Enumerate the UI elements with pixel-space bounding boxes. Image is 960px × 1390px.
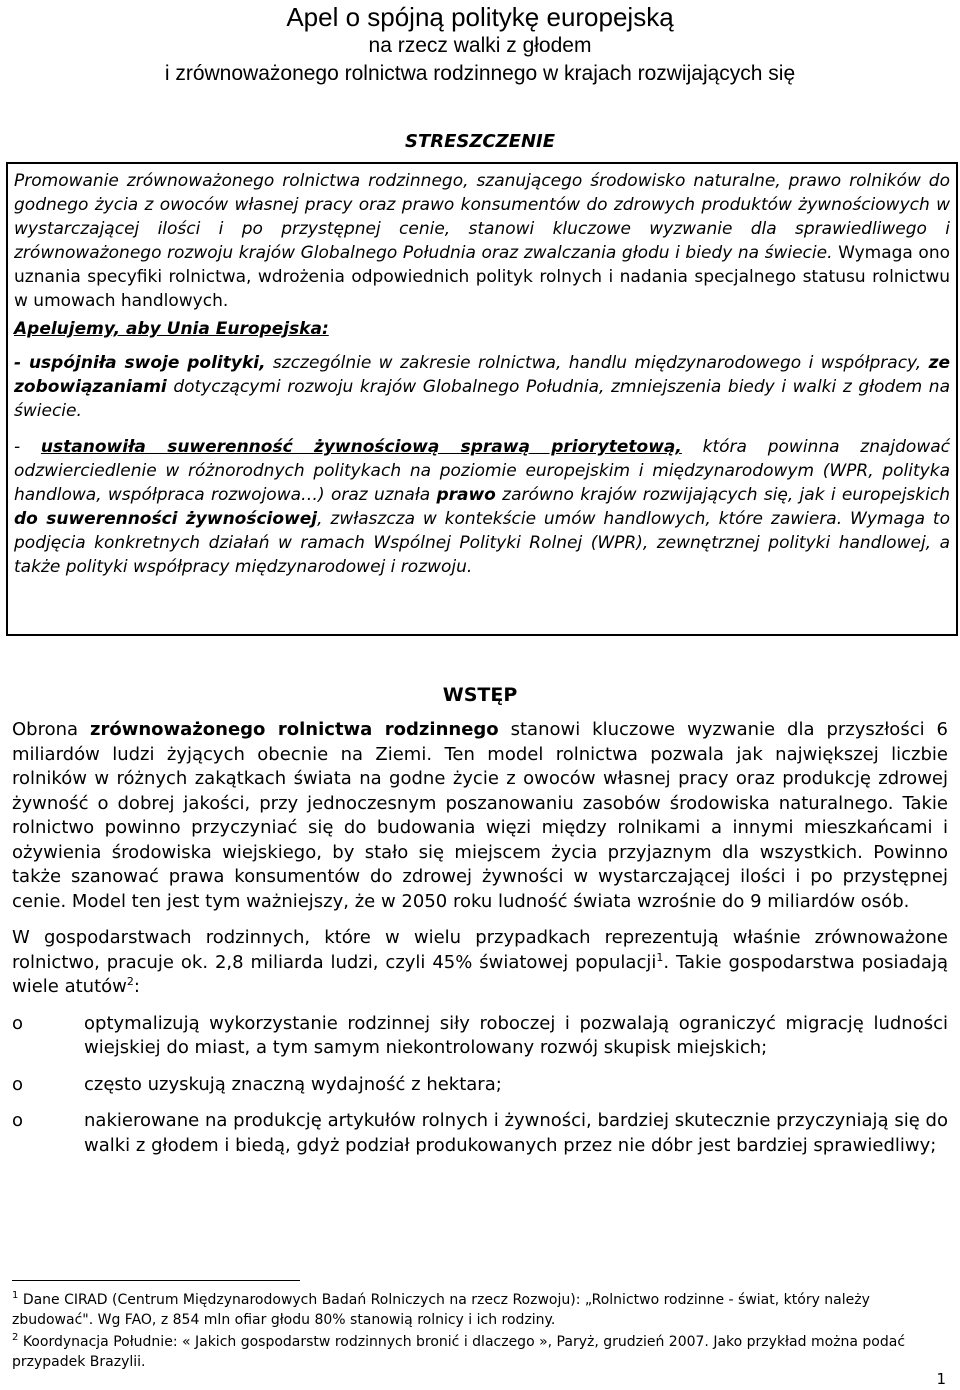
footnote-ref-2[interactable]: 2 — [126, 975, 134, 988]
point1-text: szczególnie w zakresie rolnictwa, handlu międzynarodowego i współpracy, — [265, 353, 929, 373]
footnote-number: 2 — [12, 1332, 19, 1343]
appeal-point-2 — [14, 435, 950, 579]
title-line-1: Apel o spójną politykę europejską — [286, 2, 674, 32]
title-line-2: na rzecz walki z głodem — [368, 34, 592, 57]
p2-start: W gospodarstwach rodzinnych, które w wielu przypadkach reprezentują właśnie zrównoważone rolnictwo, pracuje ok. 2,8 miliarda ludzi, czyli 45% światowej populacji — [12, 927, 948, 973]
p1-bold: zrównoważonego rolnictwa rodzinnego — [89, 719, 499, 740]
footnote-ref-1[interactable]: 1 — [656, 950, 664, 964]
intro-paragraph-1 — [12, 718, 948, 914]
list-item — [12, 1073, 948, 1098]
footnote-text: Koordynacja Południe: « Jakich gospodarstw rodzinnych bronić i dlaczego », Paryż, grudzień 2007. Jako przykład można podać przypadek Brazylii. — [12, 1334, 906, 1370]
list-item-text: nakierowane na produkcję artykułów rolnych i żywności, bardziej skutecznie przyczyniają się do walki z głodem i biedą, gdyż podział produkowanych przez nie dóbr jest bardziej sprawiedliwy; — [84, 1110, 948, 1156]
point2-bold-2: prawo — [436, 485, 496, 505]
intro-body — [12, 718, 948, 1170]
point2-bold-3: do suwerenności żywnościowej — [14, 509, 318, 529]
intro-heading: WSTĘP — [442, 684, 518, 706]
bullet-marker: o — [12, 1073, 24, 1095]
list-item-text: często uzyskują znaczną wydajność z hektara; — [84, 1073, 502, 1095]
intro-paragraph-2 — [12, 926, 948, 1000]
p2-end: : — [133, 976, 140, 997]
summary-italic-text: Promowanie zrównoważonego rolnictwa rodzinnego, szanującego środowisko naturalne, prawo rolników do godnego życia z owoców własnej pracy oraz prawo konsumentów do zdrowych produktów żywnościowych w wystarczającej ilości i po przystępnej cenie, stanowi kluczowe wyzwanie dla sprawiedliwego i zrównoważonego rozwoju krajów Globalnego Południa oraz zwalczania głodu i biedy na świecie. — [14, 171, 950, 263]
list-item — [12, 1012, 948, 1061]
summary-paragraph — [14, 169, 950, 313]
footnotes — [12, 1290, 948, 1374]
point1-text-2: dotyczącymi rozwoju krajów Globalnego Południa, zmniejszenia biedy i walki z głodem na świecie. — [14, 377, 950, 421]
list-item-text: optymalizują wykorzystanie rodzinnej siły roboczej i pozwalają ograniczyć migrację ludności wiejskiej do miast, a tym samym niekontrolowany rozwój skupisk miejskich; — [84, 1012, 948, 1058]
bullet-marker: o — [12, 1110, 24, 1131]
point2-text-2: zarówno krajów rozwijających się, jak i europejskich — [495, 485, 950, 505]
footnote-text: Dane CIRAD (Centrum Międzynarodowych Badań Rolniczych na rzecz Rozwoju): „Rolnictwo rodzinne - świat, który należy zbudować". Wg FAO, z 854 mln ofiar głodu 80% stanowią rolnicy i ich rodziny. — [12, 1292, 870, 1328]
point2-text-3: , zwłaszcza w kontekście umów handlowych, które zawiera. Wymaga to podjęcia konkretnych działań w ramach Wspólnej Polityki Rolnej (WPR), zewnętrznej polityki handlowej, a także polityki współpracy międzynarodowej i rozwoju. — [14, 509, 950, 577]
title-line-3: i zrównoważonego rolnictwa rodzinnego w krajach rozwijających się — [164, 62, 796, 85]
list-item — [12, 1109, 948, 1158]
appeal-heading: Apelujemy, aby Unia Europejska: — [14, 319, 329, 339]
footnote-1 — [12, 1290, 948, 1330]
bullet-marker: o — [12, 1012, 24, 1034]
point1-bold: - uspójniła swoje polityki, — [14, 353, 266, 373]
footnote-number: 1 — [12, 1290, 19, 1301]
footnote-separator — [12, 1280, 300, 1281]
p1-start: Obrona — [12, 719, 90, 740]
point2-bold: ustanowiła suwerenność żywnościową sprawą priorytetową, — [40, 437, 682, 457]
p1-rest: stanowi kluczowe wyzwanie dla przyszłości 6 miliardów ludzi żyjących obecnie na Ziemi. Ten model rolnictwa pozwala jak największej liczbie rolników w różnych zakątkach świata na godne życie z owoców własnej pracy oraz produkcję zdrowej żywność o dobrej jakości, przy jednoczesnym poszanowaniu zasobów środowiska naturalnego. Takie rolnictwo powinno przyczyniać się do budowania więzi między rolnikami a innymi mieszkańcami i ożywienia środowiska wiejskiego, by stało się miejscem życia przyjaznym dla wszystkich. Powinno także szanować prawa konsumentów do zdrowej żywności w wystarczającej ilości i po przystępnej cenie. Model ten jest tym ważniejszy, że w 2050 roku ludność świata wzrośnie do 9 miliardów osób. — [12, 719, 948, 912]
summary-box — [6, 162, 958, 636]
summary-normal-text: Wymaga ono uznania specyfiki rolnictwa, wdrożenia odpowiednich polityk rolnych i nadania specjalnego statusu rolnictwu w umowach handlowych. — [14, 243, 950, 311]
footnote-2 — [12, 1332, 948, 1372]
advantages-list — [12, 1012, 948, 1159]
p2-middle: . Takie gospodarstwa posiadają wiele atutów — [12, 951, 948, 997]
page-number: 1 — [936, 1370, 946, 1388]
point2-dash: - — [14, 437, 41, 457]
point1-bold-2: ze zobowiązaniami — [14, 353, 950, 397]
point2-text: która powinna znajdować odzwierciedlenie w różnorodnych politykach na poziomie europejskim i międzynarodowym (WPR, polityka handlowa, współpraca rozwojowa…) oraz uznała — [14, 437, 950, 505]
summary-heading: STRESZCZENIE — [404, 131, 556, 152]
appeal-point-1 — [14, 351, 950, 423]
